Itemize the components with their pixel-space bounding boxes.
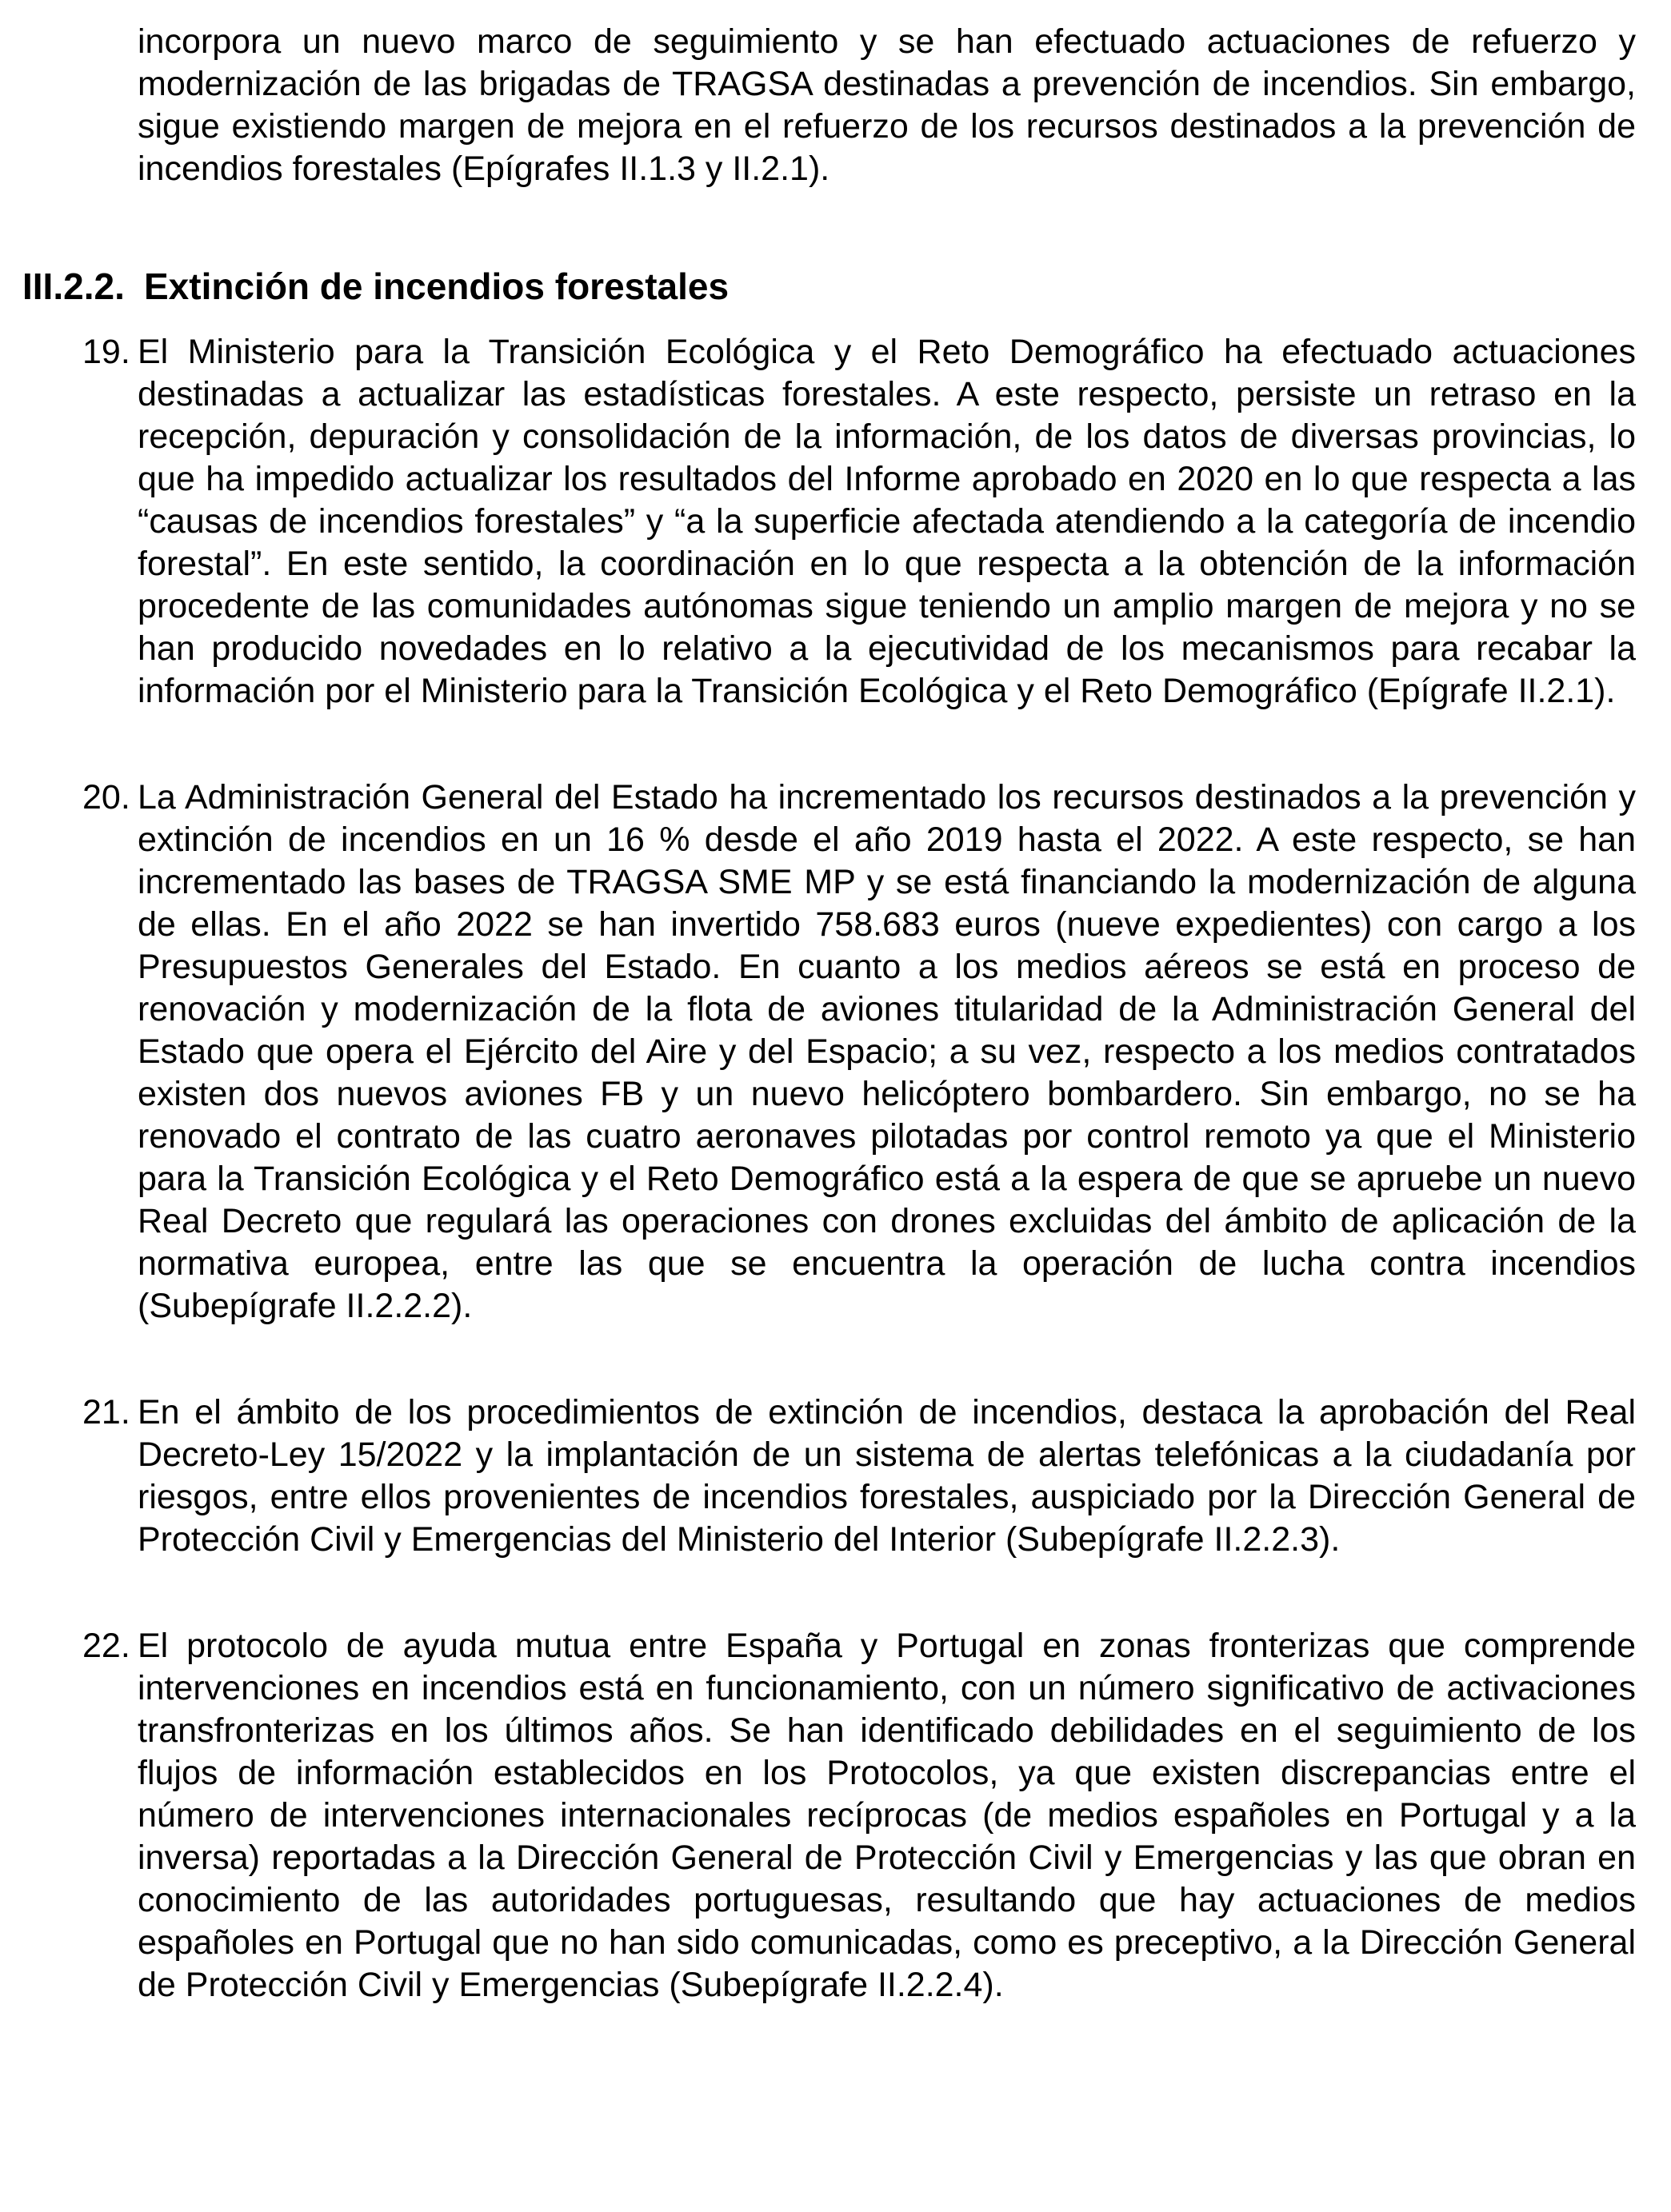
numbered-paragraph-21 (82, 1391, 1636, 1561)
paragraph-text: En el ámbito de los procedimientos de extinción de incendios, destaca la aprobación del Real Decreto-Ley 15/2022 y la implantación de un sistema de alertas telefónicas a la ciudadanía por riesgos, entre ellos provenientes de incendios forestales, auspiciado por la Dirección General de Protección Civil y Emergencias del Ministerio del Interior (Subepígrafe II.2.2.3). (138, 1393, 1636, 1559)
paragraph-number: 21. (82, 1393, 130, 1431)
paragraph-text: La Administración General del Estado ha incrementado los recursos destinados a la prevención y extinción de incendios en un 16 % desde el año 2019 hasta el 2022. A este respecto, se han incrementado las bases de TRAGSA SME MP y se está financiando la modernización de alguna de ellas. En el año 2022 se han invertido 758.683 euros (nueve expedientes) con cargo a los Presupuestos Generales del Estado. En cuanto a los medios aéreos se está en proceso de renovación y modernización de la flota de aviones titularidad de la Administración General del Estado que opera el Ejército del Aire y del Espacio; a su vez, respecto a los medios contratados existen dos nuevos aviones FB y un nuevo helicóptero bombardero. Sin embargo, no se ha renovado el contrato de las cuatro aeronaves pilotadas por control remoto ya que el Ministerio para la Transición Ecológica y el Reto Demográfico está a la espera de que se apruebe un nuevo Real Decreto que regulará las operaciones con drones excluidas del ámbito de aplicación de la normativa europea, entre las que se encuentra la operación de lucha contra incendios (Subepígrafe II.2.2.2). (138, 778, 1636, 1325)
paragraph-number: 19. (82, 333, 130, 371)
numbered-paragraph-20 (82, 777, 1636, 1328)
paragraph-number: 20. (82, 778, 130, 817)
intro-paragraph: incorpora un nuevo marco de seguimiento y se han efectuado actuaciones de refuerzo y modernización de las brigadas de TRAGSA destinadas a prevención de incendios. Sin embargo, sigue existiendo margen de mejora en el refuerzo de los recursos destinados a la prevención de incendios forestales (Epígrafes II.1.3 y II.2.1). (138, 22, 1636, 188)
section-heading-title: Extinción de incendios forestales (144, 266, 730, 307)
section-heading (22, 264, 1636, 309)
page-content (22, 21, 1636, 2070)
numbered-paragraph-22 (82, 1625, 1636, 2006)
numbered-paragraph-19 (82, 331, 1636, 713)
paragraph-text: El protocolo de ayuda mutua entre España y Portugal en zonas fronterizas que comprende intervenciones en incendios está en funcionamiento, con un número significativo de activaciones transfronterizas en los últimos años. Se han identificado debilidades en el seguimiento de los flujos de información establecidos en los Protocolos, ya que existen discrepancias entre el número de intervenciones internacionales recíprocas (de medios españoles en Portugal y a la inversa) reportadas a la Dirección General de Protección Civil y Emergencias y las que obran en conocimiento de las autoridades portuguesas, resultando que hay actuaciones de medios españoles en Portugal que no han sido comunicadas, como es preceptivo, a la Dirección General de Protección Civil y Emergencias (Subepígrafe II.2.2.4). (138, 1627, 1636, 2004)
section-heading-number: III.2.2. (22, 266, 125, 307)
paragraph-text: El Ministerio para la Transición Ecológica y el Reto Demográfico ha efectuado actuaciones destinadas a actualizar las estadísticas forestales. A este respecto, persiste un retraso en la recepción, depuración y consolidación de la información, de los datos de diversas provincias, lo que ha impedido actualizar los resultados del Informe aprobado en 2020 en lo que respecta a las “causas de incendios forestales” y “a la superficie afectada atendiendo a la categoría de incendio forestal”. En este sentido, la coordinación en lo que respecta a la obtención de la información procedente de las comunidades autónomas sigue teniendo un amplio margen de mejora y no se han producido novedades en lo relativo a la ejecutividad de los mecanismos para recabar la información por el Ministerio para la Transición Ecológica y el Reto Demográfico (Epígrafe II.2.1). (138, 333, 1636, 710)
paragraph-number: 22. (82, 1627, 130, 1665)
